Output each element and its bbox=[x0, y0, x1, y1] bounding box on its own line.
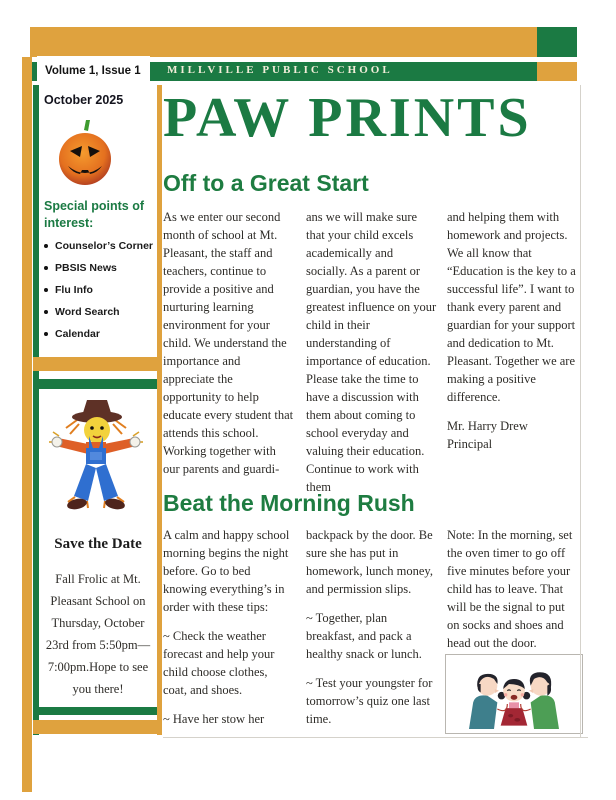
tip-item: ~ Test your youngster for tomorrow’s quiz one last time. bbox=[306, 676, 433, 726]
bullet-icon bbox=[44, 310, 48, 314]
school-name: MILLVILLE PUBLIC SCHOOL bbox=[167, 64, 393, 76]
list-item bbox=[44, 328, 156, 340]
special-points-title: Special points of interest: bbox=[44, 199, 145, 230]
article2-column-2 bbox=[306, 526, 437, 739]
article2-column-1 bbox=[163, 526, 294, 739]
paragraph: and helping them with homework and projects. We all know that “Education is the key to a successful life”. I want to thank every parent and guardian for your support and dedication to Mt. Pleasant. Together we are making a positive difference. bbox=[447, 210, 576, 404]
family-photo-frame bbox=[445, 654, 583, 734]
list-item bbox=[44, 284, 156, 296]
volume-issue-label: Volume 1, Issue 1 bbox=[45, 64, 141, 77]
signature-role: Principal bbox=[447, 437, 493, 451]
list-item bbox=[44, 306, 156, 318]
bullet-icon bbox=[44, 332, 48, 336]
save-the-date-text: Fall Frolic at Mt. Pleasant School on Thursday, October 23rd from 5:50pm—7:00pm.Hope to see you there! bbox=[45, 572, 151, 696]
top-green-square bbox=[537, 27, 577, 57]
signature-name: Mr. Harry Drew bbox=[447, 419, 528, 433]
newsletter-title: PAW PRINTS bbox=[163, 87, 532, 149]
issue-date: October 2025 bbox=[44, 93, 124, 107]
list-item bbox=[44, 262, 156, 274]
sidebar-bottom-green-bar bbox=[33, 707, 157, 715]
parents-kissing-child-icon bbox=[451, 659, 577, 729]
content-right-edge bbox=[580, 85, 581, 737]
masthead-gold-square bbox=[537, 62, 577, 81]
sidebar-bottom-gold-bar bbox=[33, 720, 158, 734]
volume-issue-box bbox=[37, 56, 150, 85]
bullet-icon bbox=[44, 288, 48, 292]
sidebar-main-divider bbox=[157, 85, 162, 735]
tip-item: ~ Have her stow her bbox=[163, 712, 265, 726]
tip-item: ~ Check the weather forecast and help your child choose clothes, coat, and shoes. bbox=[163, 629, 275, 697]
article1-column-1 bbox=[163, 208, 294, 489]
sidebar-gold-divider bbox=[33, 357, 157, 371]
list-item-label: Calendar bbox=[55, 328, 100, 340]
article1-column-2 bbox=[306, 208, 437, 507]
list-item-label: Flu Info bbox=[55, 284, 93, 296]
bullet-icon bbox=[44, 244, 48, 248]
article1-column-3 bbox=[447, 208, 578, 453]
list-item-label: PBSIS News bbox=[55, 262, 117, 274]
pumpkin-icon bbox=[57, 118, 113, 188]
list-item-label: Word Search bbox=[55, 306, 120, 318]
special-points-list bbox=[44, 240, 156, 350]
bullet-icon bbox=[44, 266, 48, 270]
paragraph: As we enter our second month of school at Mt. Pleasant, the staff and teachers, continue to provide a positive and nurturing learning environment for your child. We understand the importance and appreciate the opportunity to help educate every student that attends this school. Working together with our parents and guardi- bbox=[163, 210, 294, 476]
article2-heading: Beat the Morning Rush bbox=[163, 490, 415, 516]
content-bottom-edge bbox=[163, 737, 588, 738]
paragraph: backpack by the door. Be sure she has put in homework, lunch money, and permission slips. bbox=[306, 528, 433, 596]
sidebar-green-border bbox=[33, 85, 39, 735]
sidebar-green-divider bbox=[33, 379, 157, 389]
paragraph: Note: In the morning, set the oven timer to go off five minutes before your child has to leave. That will be the signal to put on socks and shoes and head out the door. bbox=[447, 528, 573, 650]
article2-column-3 bbox=[447, 526, 578, 663]
save-the-date-title: Save the Date bbox=[54, 536, 142, 552]
list-item-label: Counselor’s Corner bbox=[55, 240, 154, 252]
paragraph: ans we will make sure that your child excels academically and socially. As a parent or guardian, you have the greatest influence on your child in their understanding of importance of education. Please take the time to have a discussion with them about coming to school everyday and valuing their education. Continue to work with them bbox=[306, 210, 437, 494]
article1-heading: Off to a Great Start bbox=[163, 170, 369, 196]
scarecrow-icon bbox=[44, 396, 148, 528]
left-gold-rail bbox=[22, 57, 32, 792]
tip-item: ~ Together, plan breakfast, and pack a healthy snack or lunch. bbox=[306, 611, 422, 661]
top-gold-bar bbox=[30, 27, 537, 57]
list-item bbox=[44, 240, 156, 252]
paragraph: A calm and happy school morning begins the night before. Go to bed knowing everything’s in order with these tips: bbox=[163, 528, 290, 614]
